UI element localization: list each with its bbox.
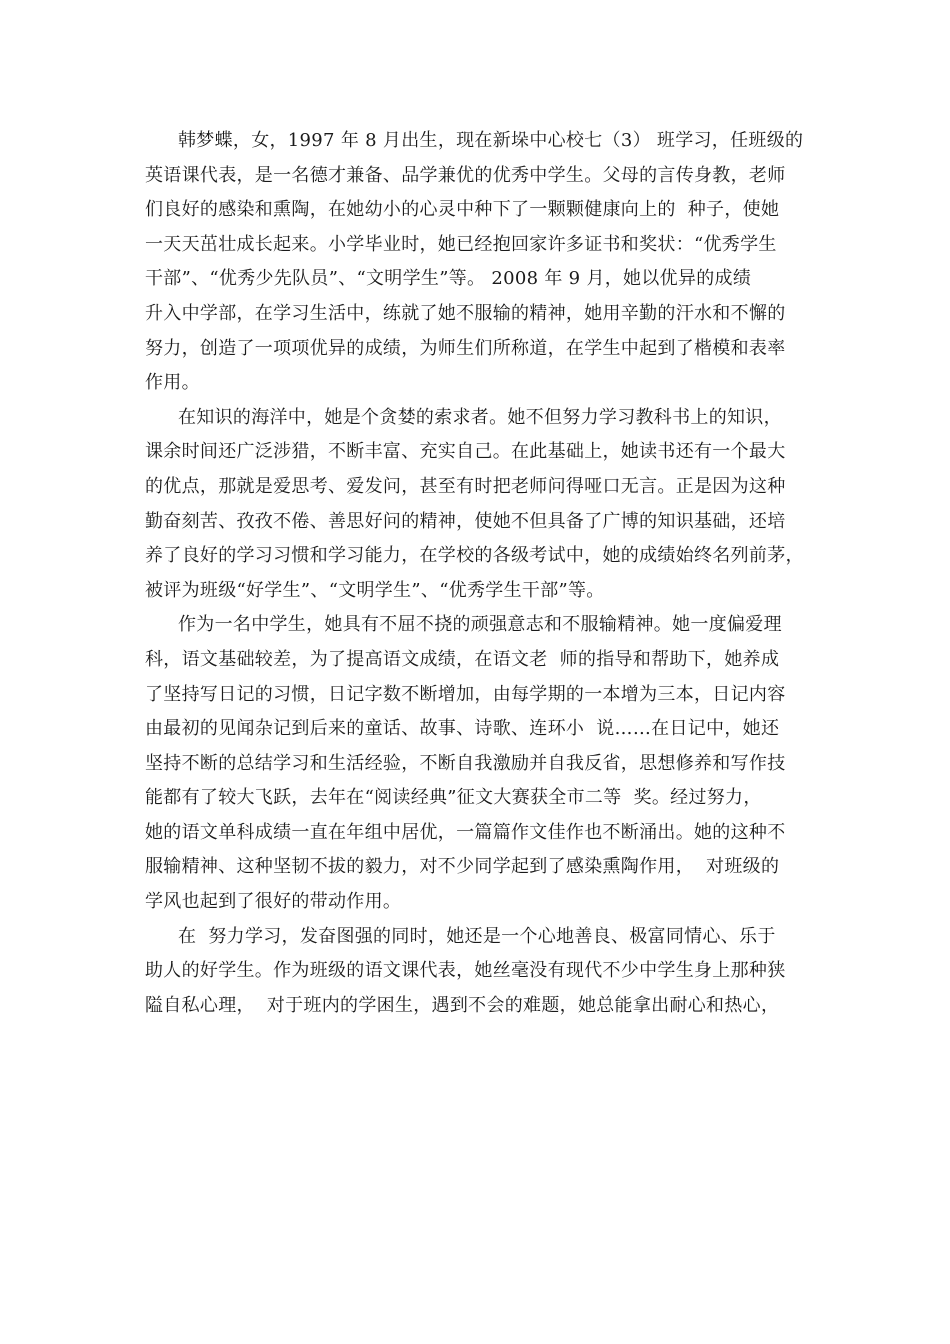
text-line: 助人的好学生。作为班级的语文课代表，她丝毫没有现代不少中学生身上那种狭	[145, 960, 786, 982]
text-line: 作为一名中学生，她具有不屈不挠的顽强意志和不服输精神。她一度偏爱理	[178, 614, 782, 636]
text-line: 升入中学部，在学习生活中，练就了她不服输的精神，她用辛勤的汗水和不懈的	[145, 302, 786, 324]
text-line: 干部”、“优秀少先队员”、“文明学生”等。 2008 年 9 月，她以优异的成绩	[145, 268, 752, 290]
text-line: 努力，创造了一项项优异的成绩，为师生们所称道，在学生中起到了楷模和表率	[145, 337, 786, 359]
text-line: 服输精神、这种坚韧不拔的毅力，对不少同学起到了感染熏陶作用， 对班级的	[145, 856, 780, 878]
text-line: 隘自私心理， 对于班内的学困生，遇到不会的难题，她总能拿出耐心和热心，	[145, 994, 780, 1016]
text-line: 她的语文单科成绩一直在年组中居优，一篇篇作文佳作也不断涌出。她的这种不	[145, 821, 786, 843]
text-line: 的优点，那就是爱思考、爱发问，甚至有时把老师问得哑口无言。正是因为这种	[145, 475, 786, 497]
text-line: 一天天茁壮成长起来。小学毕业时，她已经抱回家许多证书和奖状：“优秀学生	[145, 233, 777, 255]
text-line: 由最初的见闻杂记到后来的童话、故事、诗歌、连环小 说……在日记中，她还	[145, 718, 780, 740]
text-line: 英语课代表，是一名德才兼备、品学兼优的优秀中学生。父母的言传身教，老师	[145, 164, 786, 186]
text-line: 们良好的感染和熏陶，在她幼小的心灵中种下了一颗颗健康向上的 种子，使她	[145, 199, 780, 221]
paragraph-3	[145, 608, 807, 919]
text-line: 养了良好的学习习惯和学习能力，在学校的各级考试中，她的成绩始终名列前茅，	[145, 545, 804, 567]
document-body	[145, 124, 807, 1023]
text-line: 了坚持写日记的习惯，日记字数不断增加，由每学期的一本增为三本，日记内容	[145, 683, 786, 705]
paragraph-4	[145, 920, 807, 1024]
text-line: 在知识的海洋中，她是个贪婪的索求者。她不但努力学习教科书上的知识，	[178, 406, 782, 428]
text-line: 学风也起到了很好的带动作用。	[145, 891, 402, 913]
text-line: 韩梦蝶，女，1997 年 8 月出生，现在新垛中心校七（3） 班学习，任班级的	[178, 130, 804, 151]
text-line: 被评为班级“好学生”、“文明学生”、“优秀学生干部”等。	[145, 579, 605, 601]
text-line: 勤奋刻苦、孜孜不倦、善思好问的精神，使她不但具备了广博的知识基础，还培	[145, 510, 786, 532]
text-line: 坚持不断的总结学习和生活经验，不断自我激励并自我反省，思想修养和写作技	[145, 752, 786, 774]
text-line: 课余时间还广泛涉猎，不断丰富、充实自己。在此基础上，她读书还有一个最大	[145, 441, 786, 463]
paragraph-1	[145, 124, 807, 401]
paragraph-2	[145, 401, 807, 609]
text-line: 科，语文基础较差，为了提高语文成绩，在语文老 师的指导和帮助下，她养成	[145, 648, 780, 670]
text-line: 在 努力学习，发奋图强的同时，她还是一个心地善良、极富同情心、乐于	[178, 925, 776, 947]
text-line: 作用。	[145, 372, 200, 394]
text-line: 能都有了较大飞跃，去年在“阅读经典”征文大赛获全市二等 奖。经过努力，	[145, 787, 762, 809]
